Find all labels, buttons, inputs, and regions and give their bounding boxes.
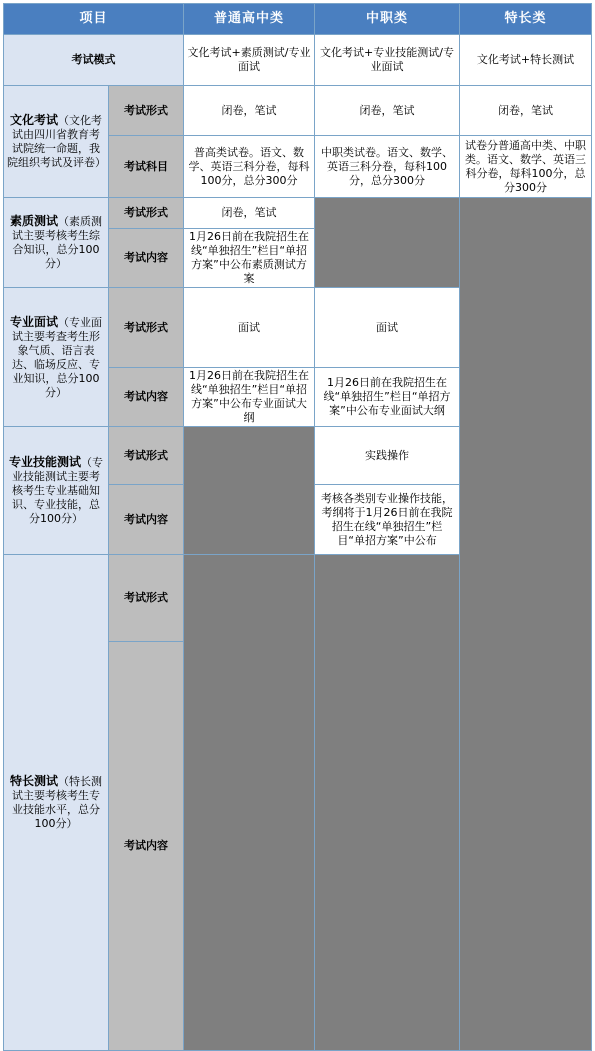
interview-content-general: 1月26日前在我院招生在线“单独招生”栏目“单招方案”中公布专业面试大纲 bbox=[184, 368, 315, 427]
culture-form-talent: 闭卷，笔试 bbox=[460, 86, 592, 136]
interview-form-general: 面试 bbox=[184, 288, 315, 368]
header-item: 项目 bbox=[4, 4, 184, 35]
skill-form-label: 考试形式 bbox=[109, 427, 184, 485]
mode-vocational: 文化考试+专业技能测试/专业面试 bbox=[315, 35, 460, 86]
quality-form-row bbox=[4, 198, 592, 229]
culture-title: 文化考试 bbox=[9, 113, 58, 127]
mode-talent: 文化考试+特长测试 bbox=[460, 35, 592, 86]
specialty-title: 特长测试 bbox=[9, 774, 58, 788]
skill-content-label: 考试内容 bbox=[109, 485, 184, 555]
quality-title: 素质测试 bbox=[9, 214, 58, 228]
culture-subject-general: 普高类试卷。语文、数学、英语三科分卷，每科100分，总分300分 bbox=[184, 136, 315, 198]
culture-subject-vocational: 中职类试卷。语文、数学、英语三科分卷，每科100分，总分300分 bbox=[315, 136, 460, 198]
talent-empty-block bbox=[460, 198, 592, 1051]
quality-form-general: 闭卷，笔试 bbox=[184, 198, 315, 229]
specialty-general-empty bbox=[184, 555, 315, 1051]
culture-subject-talent: 试卷分普通高中类、中职类。语文、数学、英语三科分卷，每科100分，总分300分 bbox=[460, 136, 592, 198]
skill-category bbox=[4, 427, 109, 555]
interview-content-label: 考试内容 bbox=[109, 368, 184, 427]
culture-form-general: 闭卷，笔试 bbox=[184, 86, 315, 136]
header-talent: 特长类 bbox=[460, 4, 592, 35]
quality-content-general: 1月26日前在我院招生在线“单独招生”栏目“单招方案”中公布素质测试方案 bbox=[184, 229, 315, 288]
specialty-vocational-empty bbox=[315, 555, 460, 1051]
quality-vocational-empty bbox=[315, 198, 460, 288]
skill-form-vocational: 实践操作 bbox=[315, 427, 460, 485]
quality-category bbox=[4, 198, 109, 288]
specialty-form-label: 考试形式 bbox=[109, 555, 184, 642]
culture-subject-label: 考试科目 bbox=[109, 136, 184, 198]
interview-title: 专业面试 bbox=[9, 314, 58, 329]
quality-form-label: 考试形式 bbox=[109, 198, 184, 229]
specialty-content-label: 考试内容 bbox=[109, 642, 184, 1051]
header-row bbox=[4, 4, 592, 35]
culture-form-row bbox=[4, 86, 592, 136]
mode-row bbox=[4, 35, 592, 86]
skill-content-vocational: 考核各类别专业操作技能，考纲将于1月26日前在我院招生在线“单独招生”栏目“单招方案”中公布 bbox=[315, 485, 460, 555]
exam-table bbox=[3, 3, 592, 1051]
skill-desc: （专业技能测试主要考核考生专业基础知识、专业技能，总分100分） bbox=[12, 456, 103, 525]
interview-category bbox=[4, 288, 109, 427]
header-general: 普通高中类 bbox=[184, 4, 315, 35]
interview-content-vocational: 1月26日前在我院招生在线“单独招生”栏目“单招方案”中公布专业面试大纲 bbox=[315, 368, 460, 427]
interview-desc: （专业面试主要考查考生形象气质、语言表达、临场反应、专业知识，总分100分） bbox=[12, 315, 102, 399]
culture-desc: （文化考试由四川省教育考试院统一命题，我院组织考试及评卷） bbox=[7, 114, 106, 169]
culture-form-vocational: 闭卷，笔试 bbox=[315, 86, 460, 136]
specialty-category bbox=[4, 555, 109, 1051]
mode-general: 文化考试+素质测试/专业面试 bbox=[184, 35, 315, 86]
quality-content-label: 考试内容 bbox=[109, 229, 184, 288]
culture-form-label: 考试形式 bbox=[109, 86, 184, 136]
interview-form-label: 考试形式 bbox=[109, 288, 184, 368]
mode-label: 考试模式 bbox=[4, 35, 184, 86]
interview-form-vocational: 面试 bbox=[315, 288, 460, 368]
skill-title: 专业技能测试 bbox=[8, 455, 81, 469]
header-vocational: 中职类 bbox=[315, 4, 460, 35]
culture-category bbox=[4, 86, 109, 198]
quality-desc: （素质测试主要考核考生综合知识，总分100分） bbox=[12, 215, 102, 270]
specialty-desc: （特长测试主要考核考生专业技能水平，总分100分） bbox=[12, 775, 102, 830]
skill-general-empty bbox=[184, 427, 315, 555]
